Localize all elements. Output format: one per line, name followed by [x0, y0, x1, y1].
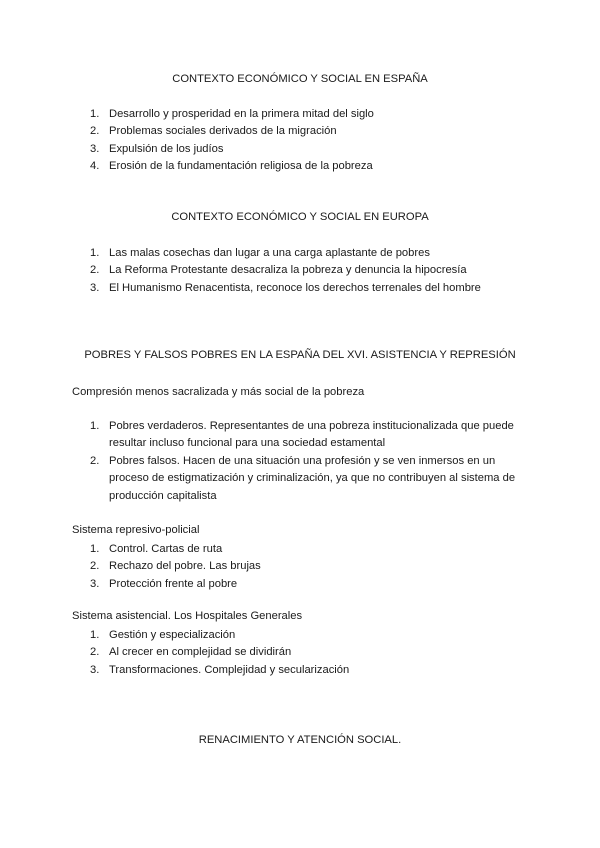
list-item: 2. La Reforma Protestante desacraliza la pobreza y denuncia la hipocresía [90, 264, 467, 277]
list-item: 2. Rechazo del pobre. Las brujas [90, 560, 261, 573]
list-item: 1. Pobres verdaderos. Representantes de una pobreza institucionalizada que puede resultar incluso funcional para una sociedad estamental [90, 420, 514, 450]
list-item: 3. Protección frente al pobre [90, 577, 238, 590]
list-asistencial [72, 627, 349, 679]
list-item: 3. Transformaciones. Complejidad y secularización [90, 663, 350, 676]
list-item: 3. Expulsión de los judíos [90, 142, 224, 155]
list-item: 3. El Humanismo Renacentista, reconoce los derechos terrenales del hombre [90, 281, 481, 294]
subheading-asistencial: Sistema asistencial. Los Hospitales Generales [72, 610, 303, 622]
heading-contexto-espana: CONTEXTO ECONÓMICO Y SOCIAL EN ESPAÑA [172, 73, 428, 85]
list-item: 1. Desarrollo y prosperidad en la primera mitad del siglo [90, 108, 374, 120]
list-item: 2. Problemas sociales derivados de la migración [90, 125, 337, 138]
list-item: 2. Al crecer en complejidad se dividirán [90, 646, 292, 659]
list-contexto-espana [72, 106, 374, 176]
list-item: 1. Gestión y especialización [90, 629, 236, 641]
list-contexto-europa [72, 245, 481, 297]
list-represivo [72, 541, 261, 593]
heading-renacimiento: RENACIMIENTO Y ATENCIÓN SOCIAL. [198, 734, 402, 746]
list-pobres [72, 418, 516, 505]
heading-pobres-falsos-pobres: POBRES Y FALSOS POBRES EN LA ESPAÑA DEL XVI. ASISTENCIA Y REPRESIÓN [84, 349, 516, 361]
heading-contexto-europa: CONTEXTO ECONÓMICO Y SOCIAL EN EUROPA [171, 211, 429, 223]
subheading-represivo: Sistema represivo-policial [72, 524, 200, 536]
list-item: 1. Control. Cartas de ruta [90, 543, 223, 555]
list-item: 4. Erosión de la fundamentación religiosa de la pobreza [90, 160, 373, 173]
intro-text: Compresión menos sacralizada y más social de la pobreza [72, 386, 365, 398]
list-item: 1. Las malas cosechas dan lugar a una carga aplastante de pobres [90, 247, 430, 259]
list-item: 2. Pobres falsos. Hacen de una situación una profesión y se ven inmersos en un proceso de estigmatización y criminalización, ya que no contribuyen al sistema de producción capitalista [90, 454, 516, 502]
